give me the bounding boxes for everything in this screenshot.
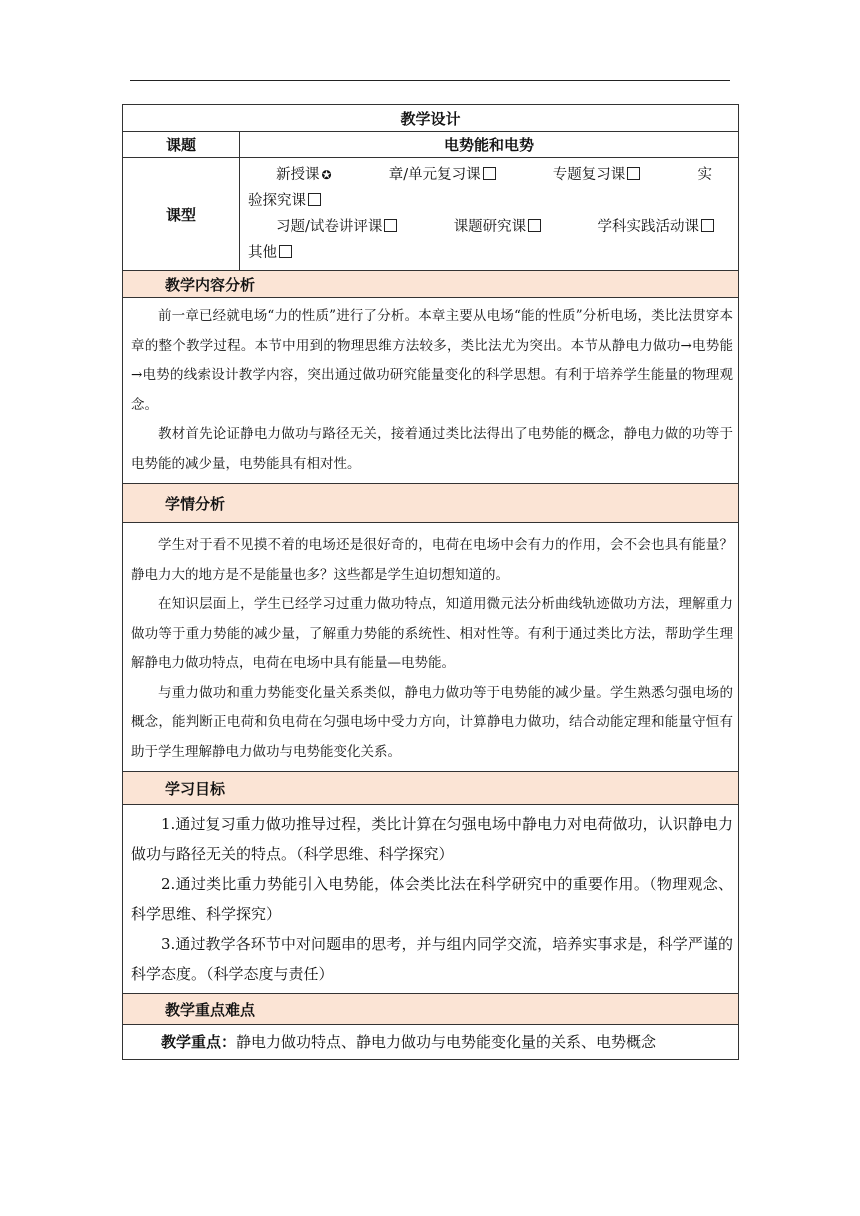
selected-mark-icon: ✪ [321, 168, 332, 182]
title-row [123, 105, 739, 132]
key-points-body-row [123, 1025, 739, 1060]
checkbox-icon [308, 193, 321, 206]
content-analysis-body-row [123, 298, 739, 484]
objective-item: 1.通过复习重力做功推导过程，类比计算在匀强电场中静电力对电荷做功，认识静电力做功与路径无关的特点。（科学思维、科学探究） [131, 815, 733, 863]
key-points-label: 教学重点： [161, 1033, 237, 1051]
student-analysis-heading: 学情分析 [123, 484, 739, 523]
checkbox-icon [701, 219, 714, 232]
type-options [240, 158, 739, 271]
type-option-research: 课题研究课 [453, 219, 527, 235]
type-row [123, 158, 739, 271]
type-label: 课型 [123, 158, 240, 271]
key-points-text: 静电力做功特点、静电力做功与电势能变化量的关系、电势概念 [236, 1033, 657, 1051]
type-option-practice: 学科实践活动课 [597, 219, 699, 235]
student-analysis-paragraph: 在知识层面上，学生已经学习过重力做功特点，知道用微元法分析曲线轨迹做功方法，理解重力做功等于重力势能的减少量，了解重力势能的系统性、相对性等。有利于通过类比方法，帮助学生理解静电力做功特点，电荷在电场中具有能量—电势能。 [131, 596, 733, 671]
objectives-body [123, 805, 739, 994]
topic-value: 电势能和电势 [240, 132, 739, 158]
objectives-heading: 学习目标 [123, 772, 739, 805]
type-option-experiment-part2: 验探究课 [248, 193, 306, 209]
checkbox-icon [384, 219, 397, 232]
checkbox-icon [627, 167, 640, 180]
type-option-other: 其他 [248, 245, 277, 261]
content-analysis-paragraph: 教材首先论证静电力做功与路径无关，接着通过类比法得出了电势能的概念，静电力做的功等于电势能的减少量，电势能具有相对性。 [131, 426, 733, 472]
type-option-experiment-part1: 实 [697, 167, 712, 183]
student-analysis-paragraph: 与重力做功和重力势能变化量关系类似，静电力做功等于电势能的减少量。学生熟悉匀强电场的概念，能判断正电荷和负电荷在匀强电场中受力方向，计算静电力做功，结合动能定理和能量守恒有助于学生理解静电力做功与电势能变化关系。 [131, 684, 733, 760]
objective-item: 3.通过教学各环节中对问题串的思考，并与组内同学交流，培养实事求是，科学严谨的科学态度。（科学态度与责任） [131, 935, 733, 983]
student-analysis-paragraph: 学生对于看不见摸不着的电场还是很好奇的，电荷在电场中会有力的作用，会不会也具有能量？静电力大的地方是不是能量也多？这些都是学生迫切想知道的。 [131, 537, 733, 583]
type-option-topic-review: 专题复习课 [552, 167, 626, 183]
type-option-chapter-review: 章/单元复习课 [388, 167, 481, 183]
key-points-heading-row [123, 994, 739, 1025]
checkbox-icon [279, 245, 292, 258]
header-rule [130, 80, 730, 81]
topic-row [123, 132, 739, 158]
content-analysis-paragraph: 前一章已经就电场“力的性质”进行了分析。本章主要从电场“能的性质”分析电场，类比法贯穿本章的整个教学过程。本节中用到的物理思维方法较多，类比法尤为突出。本节从静电力做功→电势能→电势的线索设计教学内容，突出通过做功研究能量变化的科学思想。有利于培养学生能量的物理观念。 [131, 308, 733, 413]
checkbox-icon [483, 167, 496, 180]
objectives-body-row [123, 805, 739, 994]
objective-item: 2.通过类比重力势能引入电势能，体会类比法在科学研究中的重要作用。（物理观念、科学思维、科学探究） [131, 875, 733, 923]
content-analysis-heading: 教学内容分析 [123, 271, 739, 298]
key-points-heading: 教学重点难点 [123, 994, 739, 1025]
student-analysis-body-row [123, 523, 739, 772]
key-points-body [123, 1025, 739, 1060]
lesson-plan-table [122, 104, 739, 1060]
objectives-heading-row [123, 772, 739, 805]
content-analysis-body [123, 298, 739, 484]
checkbox-icon [528, 219, 541, 232]
content-analysis-heading-row [123, 271, 739, 298]
type-option-exercise-review: 习题/试卷讲评课 [276, 219, 383, 235]
table-title: 教学设计 [123, 105, 739, 132]
topic-label: 课题 [123, 132, 240, 158]
type-option-new: 新授课 [276, 167, 320, 183]
student-analysis-heading-row [123, 484, 739, 523]
student-analysis-body [123, 523, 739, 772]
